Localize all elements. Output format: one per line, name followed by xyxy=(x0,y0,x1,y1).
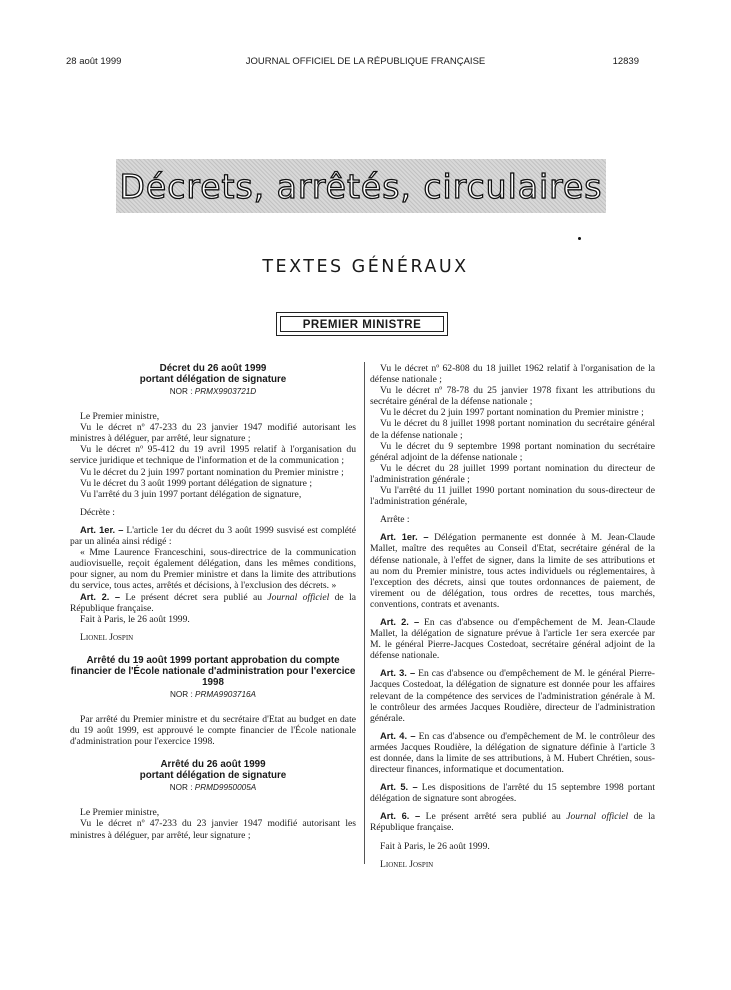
paragraph: Le Premier ministre, xyxy=(80,411,160,423)
journal-officiel-ref: Journal officiel xyxy=(566,811,629,823)
article-6 xyxy=(370,811,655,833)
signature: Lionel Jospin xyxy=(380,858,434,870)
paragraph: Vu le décret du 28 juillet 1999 portant nomination du directeur de l'administration générale ; xyxy=(370,462,655,485)
nor-label: NOR : xyxy=(169,783,193,793)
ministry-box xyxy=(276,312,448,336)
arrete-label: Arrête : xyxy=(380,514,410,526)
article-4 xyxy=(370,731,655,775)
article-3 xyxy=(370,668,655,723)
left-column xyxy=(70,363,356,841)
banner xyxy=(116,159,606,213)
paragraph: Par arrêté du Premier ministre et du secrétaire d'Etat au budget en date du 19 août 1999, est approuvé le compte financier de l'École nationale d'administration pour l'exercice 1998. xyxy=(70,713,356,748)
paragraph: Vu le décret du 2 juin 1997 portant nomination du Premier ministre ; xyxy=(80,466,344,478)
decrete-label: Décrète : xyxy=(80,506,115,518)
paragraph: Vu l'arrêté du 11 juillet 1990 portant nomination du sous-directeur de l'administration générale, xyxy=(370,485,655,508)
paragraph: Vu le décret nº 95-412 du 19 avril 1995 relatif à l'organisation du service juridique et technique de l'information et de la communication ; xyxy=(70,444,356,467)
nor-label: NOR : xyxy=(169,689,193,699)
header-journal-title: JOURNAL OFFICIEL DE LA RÉPUBLIQUE FRANÇAISE xyxy=(245,56,486,67)
paragraph: Vu l'arrêté du 3 juin 1997 portant délégation de signature, xyxy=(80,488,302,500)
article-quote: « Mme Laurence Franceschini, sous-directrice de la communication audiovisuelle, reçoit également délégation, dans les mêmes conditions, pour signer, au nom du Premier ministre et dans la limite des attributions du service, tous actes, arrêtés et décisions, à l'exclusion des décrets. » xyxy=(70,547,356,592)
nor-reference xyxy=(70,782,356,793)
article-text: En cas d'absence ou d'empêchement de M. Jean-Claude Mallet, la délégation de signature prévue à l'article 1er sera exercée par M. le général Pierre-Jacques Costedoat, secrétaire général adjoint de la défense nationale. xyxy=(370,616,655,662)
header-page-number: 12839 xyxy=(612,56,639,67)
header-date: 28 août 1999 xyxy=(66,56,122,67)
article-text: Les dispositions de l'arrêté du 15 septembre 1998 portant délégation de signature sont abrogées. xyxy=(370,782,655,805)
article-label: Art. 5. – xyxy=(380,782,418,793)
ministry-title: PREMIER MINISTRE xyxy=(280,316,444,332)
paragraph: Vu le décret du 8 juillet 1998 portant nomination du secrétaire général de la défense nationale ; xyxy=(370,418,655,441)
right-column xyxy=(370,363,655,870)
paragraph: Vu le décret du 2 juin 1997 portant nomination du Premier ministre ; xyxy=(380,407,644,419)
article-text: En cas d'absence ou d'empêchement de M. le général Pierre-Jacques Costedoat, la délégation de signature est donnée pour les affaires relevant de la compétence des services de l'administration générale à M. le contrôleur des armées Jacques Roudière, directeur de l'administration générale. xyxy=(370,668,655,724)
article-label: Art. 2. – xyxy=(380,616,420,627)
fait-a-paris: Fait à Paris, le 26 août 1999. xyxy=(80,613,190,625)
article-text: L'article 1er du décret du 3 août 1999 susvisé est complété par un alinéa ainsi rédigé : xyxy=(70,524,356,548)
fait-a-paris: Fait à Paris, le 26 août 1999. xyxy=(380,840,490,852)
paragraph: Vu le décret nº 62-808 du 18 juillet 1962 relatif à l'organisation de la défense nationale ; xyxy=(370,363,655,386)
paragraph: Le Premier ministre, xyxy=(80,807,160,819)
paragraph: Vu le décret du 3 août 1999 portant délégation de signature ; xyxy=(80,477,313,489)
article-label: Art. 1er. – xyxy=(380,532,429,543)
paragraph: Vu le décret du 9 septembre 1998 portant nomination du secrétaire général adjoint de la défense nationale ; xyxy=(370,440,655,463)
nor-reference xyxy=(70,386,356,397)
nor-label: NOR : xyxy=(169,387,193,396)
article-2 xyxy=(70,592,356,614)
column-divider xyxy=(364,362,365,864)
article-text: Le présent décret sera publié au xyxy=(120,591,268,603)
article-2 xyxy=(370,617,655,661)
article-text: En cas d'absence ou d'empêchement de M. le contrôleur des armées Jacques Roudière, la délégation de signature définie à l'article 3 est donnée, dans la limite de ses attributions, à M. Hubert Chrétien, sous-directeur finances, informatique et documentation. xyxy=(370,730,655,776)
banner-title: Décrets, arrêtés, circulaires xyxy=(119,167,603,206)
nor-code: PRMA9903716A xyxy=(195,689,257,699)
paragraph: Vu le décret nº 47-233 du 23 janvier 1947 modifié autorisant les ministres à déléguer, par arrêté, leur signature ; xyxy=(70,422,356,445)
signature: Lionel Jospin xyxy=(80,631,134,643)
article-label: Art. 3. – xyxy=(380,668,416,679)
decree-title: Arrêté du 26 août 1999 xyxy=(160,759,266,771)
paragraph: Vu le décret nº 78-78 du 25 janvier 1978 fixant les attributions du secrétaire général de la défense nationale ; xyxy=(370,385,655,408)
article-text: Délégation permanente est donnée à M. Jean-Claude Mallet, maître des requêtes au Conseil d'Etat, secrétaire général de la défense nationale, à l'effet de signer, dans la limite de ses attributions et au nom du Premier ministre, tous actes individuels ou réglementaires, à l'exception des décrets, ainsi que toutes ordonnances de paiement, de virement ou de délégation, tous ordres de recettes, tous marchés, conventions, contrats et avenants. xyxy=(370,532,655,610)
journal-officiel-ref: Journal officiel xyxy=(267,591,330,603)
print-speck xyxy=(578,237,581,240)
article-label: Art. 6. – xyxy=(380,811,421,822)
article-5 xyxy=(370,782,655,804)
article-1 xyxy=(70,525,356,547)
nor-code: PRMD9950005A xyxy=(194,783,257,793)
decree-subtitle: portant délégation de signature xyxy=(139,374,287,385)
decree-title: Décret du 26 août 1999 xyxy=(159,363,267,374)
article-1 xyxy=(370,532,655,610)
section-title: TEXTES GÉNÉRAUX xyxy=(262,257,469,277)
decree-subtitle: portant délégation de signature xyxy=(139,770,287,782)
article-text: de la République française. xyxy=(370,811,655,834)
paragraph: Vu le décret nº 47-233 du 23 janvier 1947 modifié autorisant les ministres à déléguer, par arrêté, leur signature ; xyxy=(70,818,356,841)
decree-title: Arrêté du 19 août 1999 portant approbation du compte financier de l'École nationale d'administration pour l'exercice 1998 xyxy=(70,654,356,688)
article-label: Art. 1er. – xyxy=(80,524,124,535)
article-label: Art. 2. – xyxy=(80,591,121,602)
article-label: Art. 4. – xyxy=(380,730,416,741)
nor-reference xyxy=(70,689,356,700)
nor-code: PRMX9903721D xyxy=(194,387,257,396)
article-text: Le présent arrêté sera publié au xyxy=(420,811,567,823)
article-text: de la République française. xyxy=(70,591,356,614)
